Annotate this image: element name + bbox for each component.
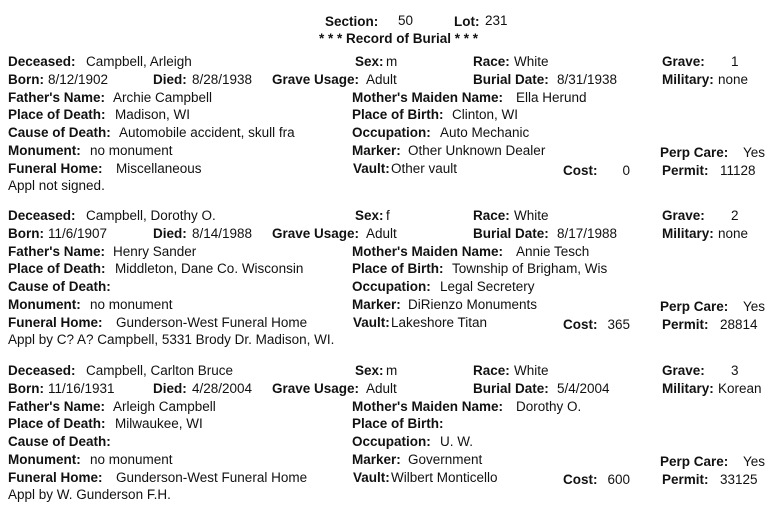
place-death-value: Middleton, Dane Co. Wisconsin [115,261,304,276]
burial-date-value: 8/17/1988 [557,226,618,241]
section-label: Section: [325,14,379,29]
burial-date-label: Burial Date: [473,72,549,87]
died-value: 4/28/2004 [192,381,253,396]
military-value: none [718,226,749,241]
vault-label: Vault: [353,315,390,330]
place-birth-value: Clinton, WI [452,107,519,122]
occupation-value: Legal Secretery [440,279,535,294]
deceased-value: Campbell, Dorothy O. [86,208,216,223]
grave-label: Grave: [662,208,705,223]
perp-care-value: Yes [743,299,766,314]
record-title: * * * Record of Burial * * * [319,31,479,46]
place-birth-value: Township of Brigham, Wis [452,261,608,276]
place-death-value: Madison, WI [115,107,191,122]
grave-usage-value: Adult [366,72,397,87]
application-note: Appl by W. Gunderson F.H. [8,487,171,502]
permit-value: 11128 [720,163,756,178]
cause-label: Cause of Death: [8,125,111,140]
permit-value: 33125 [720,472,758,487]
vault-value: Wilbert Monticello [391,470,498,485]
born-label: Born: [8,72,44,87]
perp-care-label: Perp Care: [660,299,729,314]
sex-label: Sex: [355,363,384,378]
vault-value: Lakeshore Titan [391,315,488,330]
father-value: Henry Sander [113,244,197,259]
occupation-label: Occupation: [352,279,431,294]
cost-label: Cost: [563,317,598,332]
funeral-home-value: Gunderson-West Funeral Home [116,315,308,330]
father-label: Father's Name: [8,399,105,414]
burial-date-label: Burial Date: [473,381,549,396]
grave-label: Grave: [662,54,705,69]
sex-value: m [386,54,398,69]
monument-label: Monument: [8,143,81,158]
funeral-home-label: Funeral Home: [8,161,103,176]
grave-usage-label: Grave Usage: [272,226,360,241]
father-value: Archie Campbell [113,90,213,105]
grave-value: 1 [731,54,739,69]
marker-label: Marker: [352,452,401,467]
military-value: none [718,72,749,87]
cost-label: Cost: [563,163,598,178]
occupation-label: Occupation: [352,125,431,140]
perp-care-label: Perp Care: [660,145,729,160]
race-label: Race: [473,54,510,69]
monument-label: Monument: [8,452,81,467]
mother-value: Ella Herund [516,90,587,105]
died-label: Died: [153,72,187,87]
permit-value: 28814 [720,317,758,332]
died-label: Died: [153,226,187,241]
died-value: 8/28/1938 [192,72,253,87]
race-value: White [514,208,549,223]
grave-usage-label: Grave Usage: [272,72,360,87]
born-label: Born: [8,226,44,241]
cause-label: Cause of Death: [8,279,111,294]
lot-value: 231 [485,13,508,28]
military-label: Military: [662,226,714,241]
deceased-label: Deceased: [8,54,76,69]
deceased-label: Deceased: [8,363,76,378]
grave-value: 2 [731,208,739,223]
mother-label: Mother's Maiden Name: [352,399,503,414]
place-birth-label: Place of Birth: [352,261,444,276]
application-note: Appl not signed. [8,178,105,193]
born-value: 11/6/1907 [48,226,108,241]
permit-label: Permit: [662,163,709,178]
marker-value: Government [408,452,483,467]
born-label: Born: [8,381,44,396]
place-death-value: Milwaukee, WI [115,416,203,431]
father-label: Father's Name: [8,244,105,259]
grave-value: 3 [731,363,739,378]
marker-value: DiRienzo Monuments [408,297,538,312]
occupation-value: Auto Mechanic [440,125,530,140]
military-value: Korean [718,381,762,396]
sex-label: Sex: [355,208,384,223]
place-death-label: Place of Death: [8,416,106,431]
monument-value: no monument [90,297,173,312]
military-label: Military: [662,72,714,87]
burial-date-value: 8/31/1938 [557,72,618,87]
funeral-home-value: Gunderson-West Funeral Home [116,470,308,485]
grave-usage-label: Grave Usage: [272,381,360,396]
occupation-label: Occupation: [352,434,431,449]
sex-value: f [386,208,390,223]
cost-label: Cost: [563,472,598,487]
funeral-home-label: Funeral Home: [8,315,103,330]
burial-date-value: 5/4/2004 [557,381,610,396]
military-label: Military: [662,381,714,396]
mother-label: Mother's Maiden Name: [352,90,503,105]
mother-value: Dorothy O. [516,399,582,414]
race-value: White [514,363,549,378]
permit-label: Permit: [662,472,709,487]
born-value: 11/16/1931 [48,381,115,396]
race-label: Race: [473,208,510,223]
vault-label: Vault: [353,161,390,176]
place-birth-label: Place of Birth: [352,107,444,122]
occupation-value: U. W. [440,434,473,449]
perp-care-value: Yes [743,145,766,160]
sex-label: Sex: [355,54,384,69]
perp-care-value: Yes [743,454,766,469]
mother-label: Mother's Maiden Name: [352,244,503,259]
grave-usage-value: Adult [366,226,397,241]
lot-label: Lot: [454,14,480,29]
vault-value: Other vault [391,161,458,176]
marker-label: Marker: [352,297,401,312]
vault-label: Vault: [353,470,390,485]
father-value: Arleigh Campbell [113,399,216,414]
burial-date-label: Burial Date: [473,226,549,241]
sex-value: m [386,363,398,378]
place-birth-label: Place of Birth: [352,416,444,431]
perp-care-label: Perp Care: [660,454,729,469]
grave-usage-value: Adult [366,381,397,396]
cost-value: 0 [622,163,630,178]
application-note: Appl by C? A? Campbell, 5331 Brody Dr. Madison, WI. [8,332,335,347]
died-value: 8/14/1988 [192,226,253,241]
deceased-value: Campbell, Arleigh [86,54,192,69]
monument-label: Monument: [8,297,81,312]
funeral-home-label: Funeral Home: [8,470,103,485]
race-value: White [514,54,549,69]
funeral-home-value: Miscellaneous [116,161,202,176]
father-label: Father's Name: [8,90,105,105]
born-value: 8/12/1902 [48,72,109,87]
deceased-value: Campbell, Carlton Bruce [86,363,234,378]
mother-value: Annie Tesch [516,244,590,259]
cost-value: 600 [607,472,630,487]
place-death-label: Place of Death: [8,261,106,276]
cause-value: Automobile accident, skull fra [119,125,295,140]
grave-label: Grave: [662,363,705,378]
monument-value: no monument [90,452,173,467]
section-value: 50 [398,13,414,28]
died-label: Died: [153,381,187,396]
marker-label: Marker: [352,143,401,158]
race-label: Race: [473,363,510,378]
place-death-label: Place of Death: [8,107,106,122]
cost-value: 365 [607,317,630,332]
permit-label: Permit: [662,317,709,332]
deceased-label: Deceased: [8,208,76,223]
marker-value: Other Unknown Dealer [408,143,546,158]
cause-label: Cause of Death: [8,434,111,449]
monument-value: no monument [90,143,173,158]
